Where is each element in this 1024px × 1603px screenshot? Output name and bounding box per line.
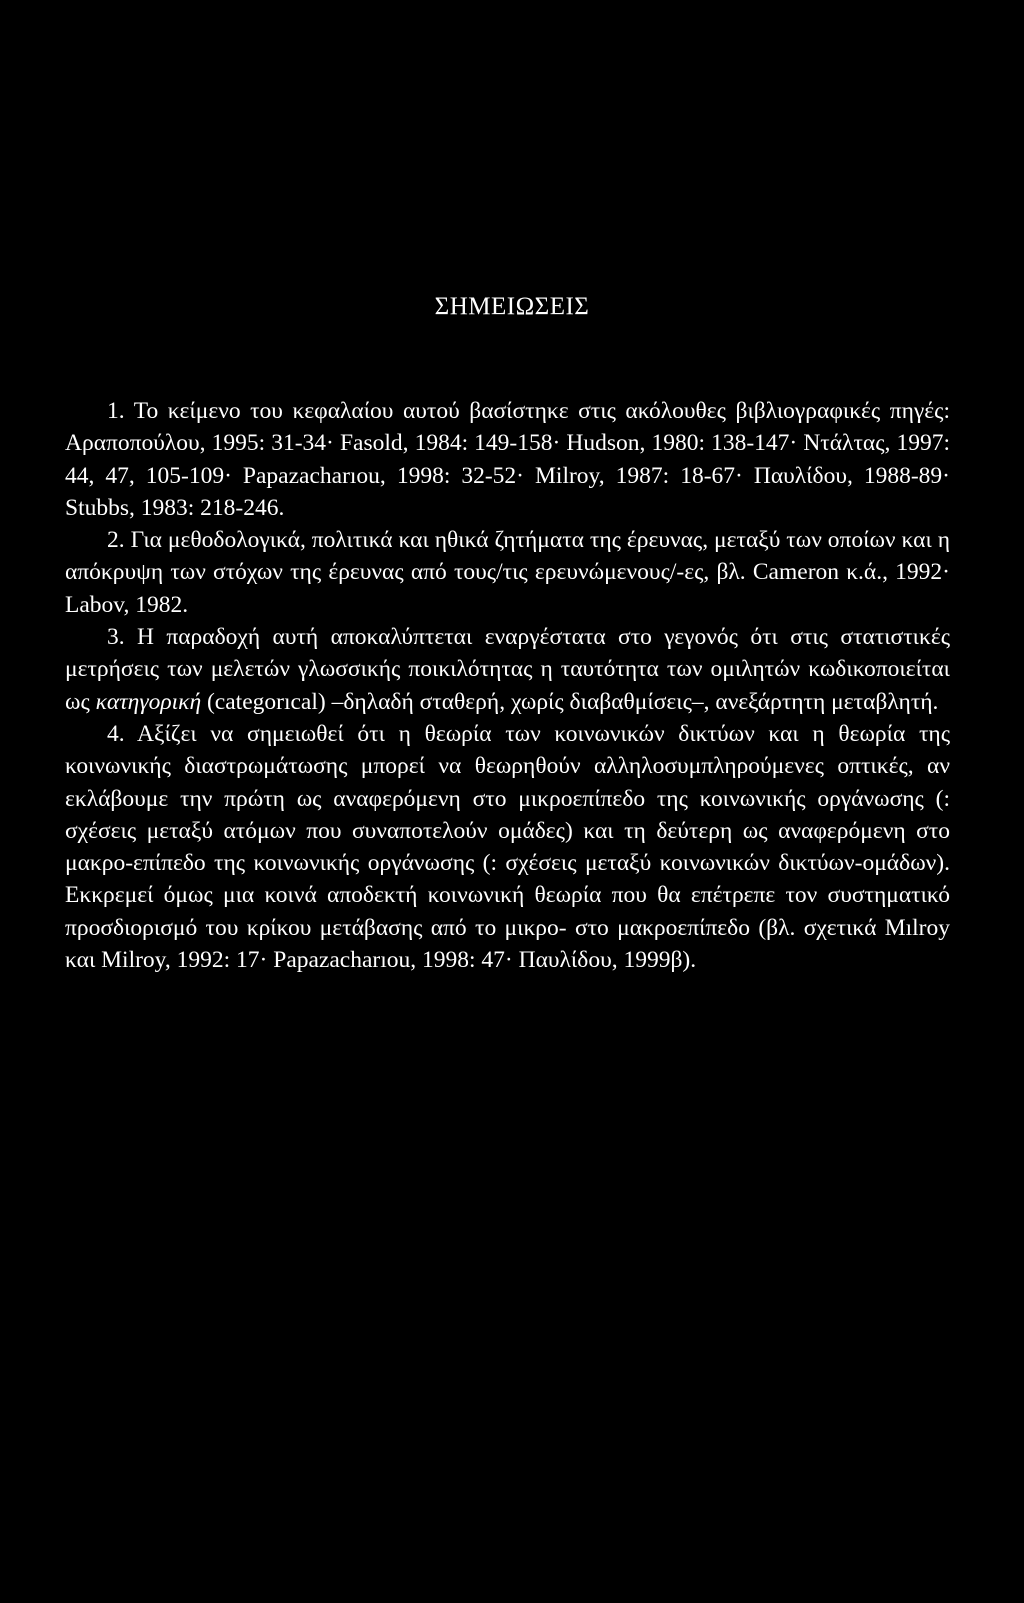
page-heading: ΣΗΜΕΙΩΣΕΙΣ [434, 293, 590, 320]
note-number: 1. [107, 398, 125, 424]
notes-list [65, 395, 950, 976]
note-text: Αξίζει να σημειωθεί ότι η θεωρία των κοινωνικών δικτύων και η θεωρία της κοινωνικής διαστρωμάτωσης μπορεί να θεωρηθούν αλληλοσυμπληρούμενες οπτικές, αν εκλάβουμε την πρώτη ως αναφερόμενη στο μικροεπίπεδο της κοινωνικής οργάνωσης (: σχέσεις μεταξύ ατόμων που συναποτελούν ομάδες) και τη δεύτερη ως αναφερόμενη στο μακρο-επίπεδο της κοινωνικής οργάνωσης (: σχέσεις μεταξύ κοινωνικών δικτύων-ομάδων). Εκκρεμεί όμως μια κοινά αποδεκτή κοινωνική θεωρία που θα επέτρεπε τον συστηματικό προσδιορισμό του κρίκου μετάβασης από το μικρο- στο μακροεπίπεδο (βλ. σχετικά Mılroy και Milroy, 1992: 17· Papazacharıou, 1998: 47· Παυλίδου, 1999β). [65, 720, 950, 974]
note-4 [65, 718, 950, 976]
note-text-after: (categorıcal) –δηλαδή σταθερή, χωρίς διαβαθμίσεις–, ανεξάρτητη μεταβλητή. [201, 688, 939, 715]
note-text: Για μεθοδολογικά, πολιτικά και ηθικά ζητήματα της έρευνας, μεταξύ των οποίων και η απόκρυψη των στόχων της έρευνας από τους/τις ερευνώμενους/-ες, βλ. Cameron κ.ά., 1992· Labov, 1982. [65, 527, 950, 618]
note-text: Το κείμενο του κεφαλαίου αυτού βασίστηκε στις ακόλουθες βιβλιογραφικές πηγές: Αραποπούλου, 1995: 31-34· Fasold, 1984: 149-158· Hudson, 1980: 138-147· Ντάλτας, 1997: 44, 47, 105-109· Papazacharıou, 1998: 32-52· Milroy, 1987: 18-67· Παυλίδου, 1988-89· Stubbs, 1983: 218-246. [65, 398, 950, 521]
note-number: 2. [107, 527, 125, 554]
note-1 [65, 395, 950, 524]
note-number: 4. [107, 720, 125, 747]
note-number: 3. [107, 624, 125, 651]
note-2 [65, 524, 950, 621]
note-3 [65, 621, 950, 718]
note-text-before: Η παραδοχή αυτή αποκαλύπτεται εναργέστατα στο γεγονός ότι στις στατιστικές μετρήσεις των μελετών γλωσσικής ποικιλότητας η ταυτότητα των ομιλητών κωδικοποιείται ως [65, 624, 950, 715]
note-emphasis: κατηγορική [95, 688, 202, 715]
